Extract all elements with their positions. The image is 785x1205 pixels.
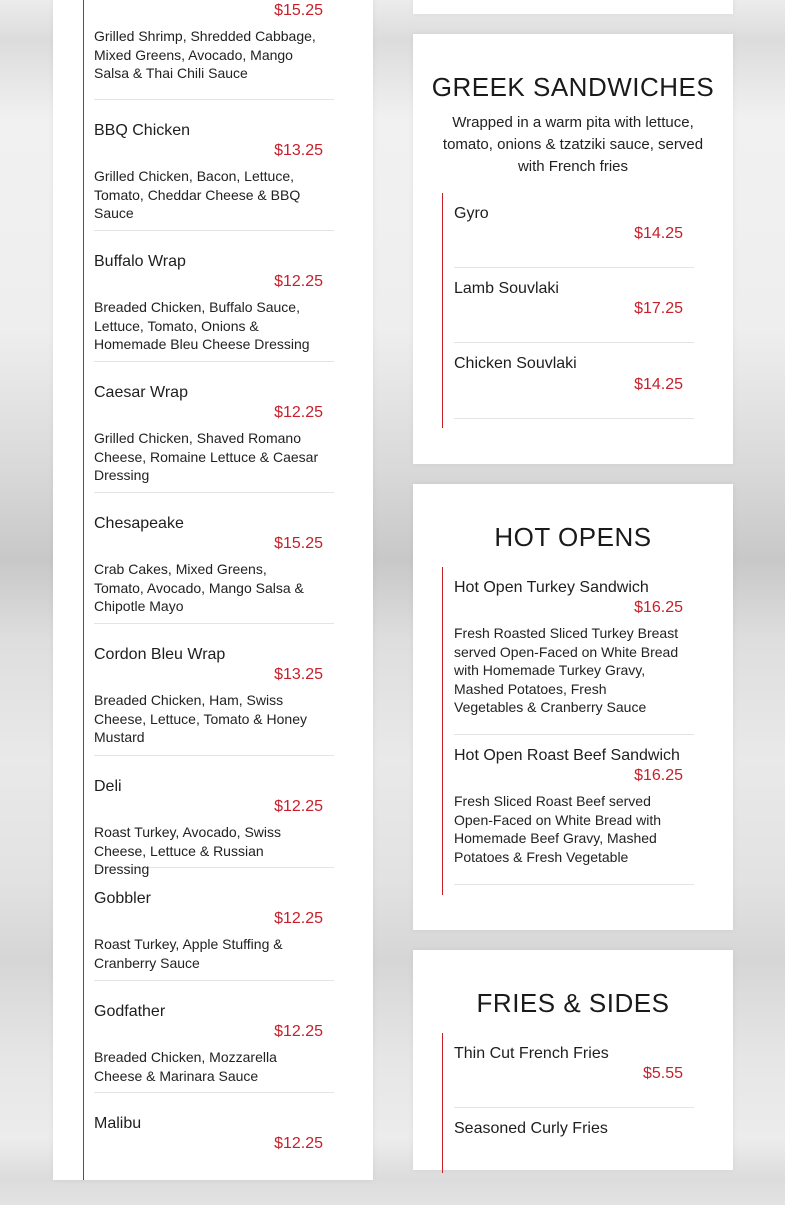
menu-item[interactable] [454, 1033, 694, 1108]
menu-item-price: $12.25 [274, 404, 323, 421]
menu-item-description: Breaded Chicken, Ham, Swiss Cheese, Lettuce, Tomato & Honey Mustard [94, 692, 307, 745]
menu-item-name: Malibu [94, 1115, 142, 1132]
menu-item-name: Lamb Souvlaki [454, 280, 559, 297]
menu-item[interactable] [94, 981, 334, 1093]
menu-item-name: Chicken Souvlaki [454, 355, 577, 372]
hot-opens-card [413, 484, 733, 930]
wraps-menu-list [83, 0, 334, 1180]
menu-item[interactable] [454, 1108, 694, 1183]
menu-item-description: Grilled Chicken, Shaved Romano Cheese, Romaine Lettuce & Caesar Dressing [94, 430, 319, 483]
menu-item[interactable] [94, 756, 334, 877]
menu-item[interactable] [94, 868, 334, 981]
menu-item[interactable] [94, 624, 334, 756]
menu-item-description: Fresh Roasted Sliced Turkey Breast served Open-Faced on White Bread with Homemade Turkey Gravy, Mashed Potatoes, Fresh Vegetables & Cranberry Sauce [454, 625, 679, 715]
menu-item-price: $16.25 [634, 767, 683, 784]
menu-item[interactable] [454, 735, 694, 885]
menu-item-price: $15.25 [274, 535, 323, 552]
menu-item-name: Cordon Bleu Wrap [94, 646, 226, 663]
wraps-section-card [53, 0, 373, 1180]
section-title: FRIES & SIDES [476, 988, 670, 1018]
menu-item-price: $12.25 [274, 798, 323, 815]
hot-opens-list [442, 567, 694, 895]
menu-item-description: Crab Cakes, Mixed Greens, Tomato, Avocado, Mango Salsa & Chipotle Mayo [94, 561, 304, 614]
menu-item-name: Gyro [454, 205, 489, 222]
section-title: HOT OPENS [494, 522, 652, 552]
menu-item-name: Buffalo Wrap [94, 253, 186, 270]
menu-item-description: Grilled Chicken, Bacon, Lettuce, Tomato, Cheddar Cheese & BBQ Sauce [94, 168, 301, 221]
menu-item-price: $17.25 [634, 300, 683, 317]
menu-item[interactable] [454, 567, 694, 735]
menu-item-price: $5.55 [642, 1065, 683, 1082]
menu-item-price: $12.25 [274, 910, 323, 927]
menu-item-price: $15.25 [274, 2, 323, 19]
fries-sides-list [442, 1033, 694, 1173]
menu-item-name: Caesar Wrap [94, 384, 188, 401]
menu-item-name: BBQ Chicken [94, 122, 191, 139]
menu-item-description: Fresh Sliced Roast Beef served Open-Faced on White Bread with Homemade Beef Gravy, Mashed Potatoes & Fresh Vegetable [454, 793, 661, 865]
menu-item-price: $13.25 [274, 142, 323, 159]
menu-item[interactable] [454, 268, 694, 343]
menu-item-price: $12.25 [274, 1135, 323, 1152]
previous-section-card [413, 0, 733, 14]
menu-item-price: $16.25 [634, 599, 683, 616]
menu-item-name: Gobbler [94, 890, 151, 907]
menu-item-name: Chesapeake [94, 515, 184, 532]
menu-item[interactable] [94, 231, 334, 362]
menu-item-description: Roast Turkey, Avocado, Swiss Cheese, Lettuce & Russian Dressing [94, 824, 282, 877]
menu-item-name: Hot Open Turkey Sandwich [454, 579, 649, 596]
menu-item-description: Grilled Shrimp, Shredded Cabbage, Mixed Greens, Avocado, Mango Salsa & Thai Chili Sauce [94, 28, 316, 81]
fries-sides-card [413, 950, 733, 1170]
menu-item-name: Hot Open Roast Beef Sandwich [454, 747, 680, 764]
menu-item[interactable] [454, 193, 694, 268]
greek-sandwiches-card [413, 34, 733, 464]
menu-item[interactable] [454, 343, 694, 419]
greek-sandwiches-list [442, 193, 694, 428]
menu-item[interactable] [94, 493, 334, 624]
menu-item-price: $13.25 [274, 666, 323, 683]
menu-item-name: Thin Cut French Fries [454, 1045, 609, 1062]
menu-item[interactable] [94, 1093, 334, 1205]
menu-item-price: $14.25 [634, 225, 683, 242]
section-description: Wrapped in a warm pita with lettuce, tomato, onions & tzatziki sauce, served with French fries [442, 114, 704, 175]
menu-item-description: Breaded Chicken, Buffalo Sauce, Lettuce, Tomato, Onions & Homemade Bleu Cheese Dressing [94, 299, 310, 352]
menu-item-description: Roast Turkey, Apple Stuffing & Cranberry Sauce [94, 936, 283, 971]
section-title: GREEK SANDWICHES [431, 72, 715, 102]
menu-item-price: $14.25 [634, 376, 683, 393]
menu-item-name: Godfather [94, 1003, 166, 1020]
menu-item[interactable] [94, 100, 334, 231]
menu-item-name: Seasoned Curly Fries [454, 1120, 608, 1137]
menu-item-description: Breaded Chicken, Mozzarella Cheese & Marinara Sauce [94, 1049, 277, 1084]
menu-item-name: Deli [94, 778, 122, 795]
menu-item[interactable] [94, 0, 334, 100]
menu-item[interactable] [94, 362, 334, 493]
menu-item-price: $12.25 [274, 1023, 323, 1040]
menu-item-price: $12.25 [274, 273, 323, 290]
